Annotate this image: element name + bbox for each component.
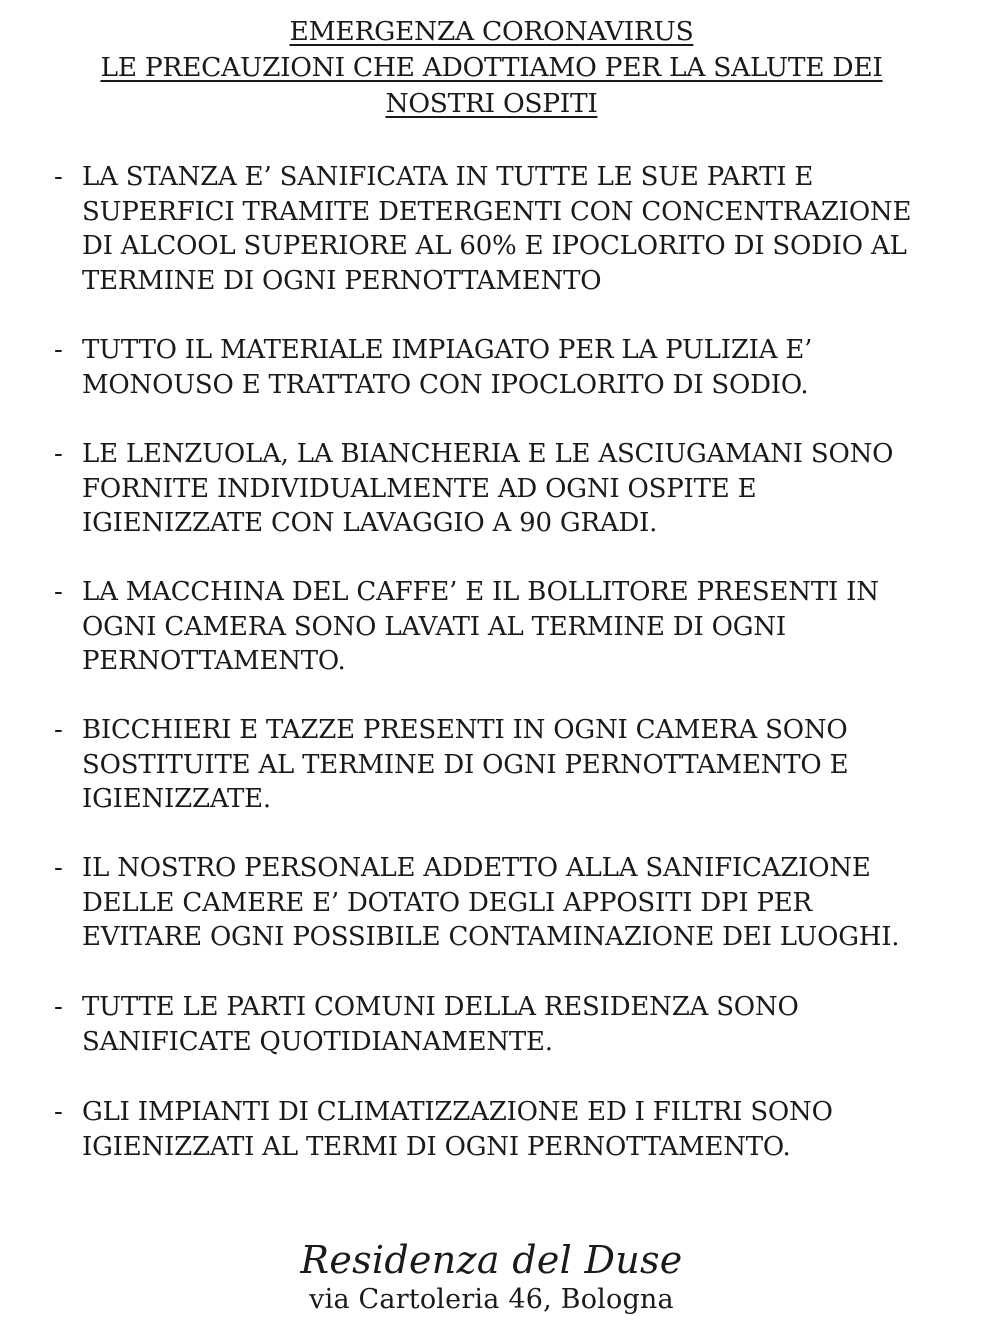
bullet-dash: - xyxy=(54,162,63,192)
bullet-dash: - xyxy=(54,577,63,607)
bullet-dash: - xyxy=(54,992,63,1022)
precaution-text: GLI IMPIANTI DI CLIMATIZZAZIONE ED I FILTRI SONO IGIENIZZATI AL TERMI DI OGNI PERNOTTAMENTO. xyxy=(82,1097,833,1162)
bullet-dash: - xyxy=(54,335,63,365)
bullet-dash: - xyxy=(54,439,63,469)
precaution-item-3 xyxy=(54,437,954,541)
precaution-item-4 xyxy=(54,575,954,679)
precaution-text: LE LENZUOLA, LA BIANCHERIA E LE ASCIUGAMANI SONO FORNITE INDIVIDUALMENTE AD OGNI OSPITE E IGIENIZZATE CON LAVAGGIO A 90 GRADI. xyxy=(82,439,894,539)
precaution-text: TUTTE LE PARTI COMUNI DELLA RESIDENZA SONO SANIFICATE QUOTIDIANAMENTE. xyxy=(82,992,799,1057)
title-line-2: LE PRECAUZIONI CHE ADOTTIAMO PER LA SALUTE DEI xyxy=(100,52,883,83)
precaution-item-2 xyxy=(54,333,954,402)
precaution-text: LA MACCHINA DEL CAFFE’ E IL BOLLITORE PRESENTI IN OGNI CAMERA SONO LAVATI AL TERMINE DI OGNI PERNOTTAMENTO. xyxy=(82,577,879,677)
bullet-dash: - xyxy=(54,1097,63,1127)
document-title xyxy=(0,14,983,122)
bullet-dash: - xyxy=(54,715,63,745)
precaution-text: IL NOSTRO PERSONALE ADDETTO ALLA SANIFICAZIONE DELLE CAMERE E’ DOTATO DEGLI APPOSITI DPI PER EVITARE OGNI POSSIBILE CONTAMINAZIONE DEI LUOGHI. xyxy=(82,853,900,953)
residence-address: via Cartoleria 46, Bologna xyxy=(309,1284,674,1315)
precaution-item-6 xyxy=(54,851,954,955)
precaution-item-1 xyxy=(54,160,954,299)
precaution-text: LA STANZA E’ SANIFICATA IN TUTTE LE SUE PARTI E SUPERFICI TRAMITE DETERGENTI CON CONCENTRAZIONE DI ALCOOL SUPERIORE AL 60% E IPOCLORITO DI SODIO AL TERMINE DI OGNI PERNOTTAMENTO xyxy=(82,162,912,297)
title-line-3: NOSTRI OSPITI xyxy=(385,88,598,119)
bullet-dash: - xyxy=(54,853,63,883)
precaution-item-5 xyxy=(54,713,954,817)
precaution-text: TUTTO IL MATERIALE IMPIAGATO PER LA PULIZIA E’ MONOUSO E TRATTATO CON IPOCLORITO DI SODIO. xyxy=(82,335,813,400)
residence-name: Residenza del Duse xyxy=(300,1238,683,1282)
precaution-item-8 xyxy=(54,1095,954,1164)
title-line-1: EMERGENZA CORONAVIRUS xyxy=(289,16,694,47)
precaution-text: BICCHIERI E TAZZE PRESENTI IN OGNI CAMERA SONO SOSTITUITE AL TERMINE DI OGNI PERNOTTAMENTO E IGIENIZZATE. xyxy=(82,715,849,815)
precaution-item-7 xyxy=(54,990,954,1059)
